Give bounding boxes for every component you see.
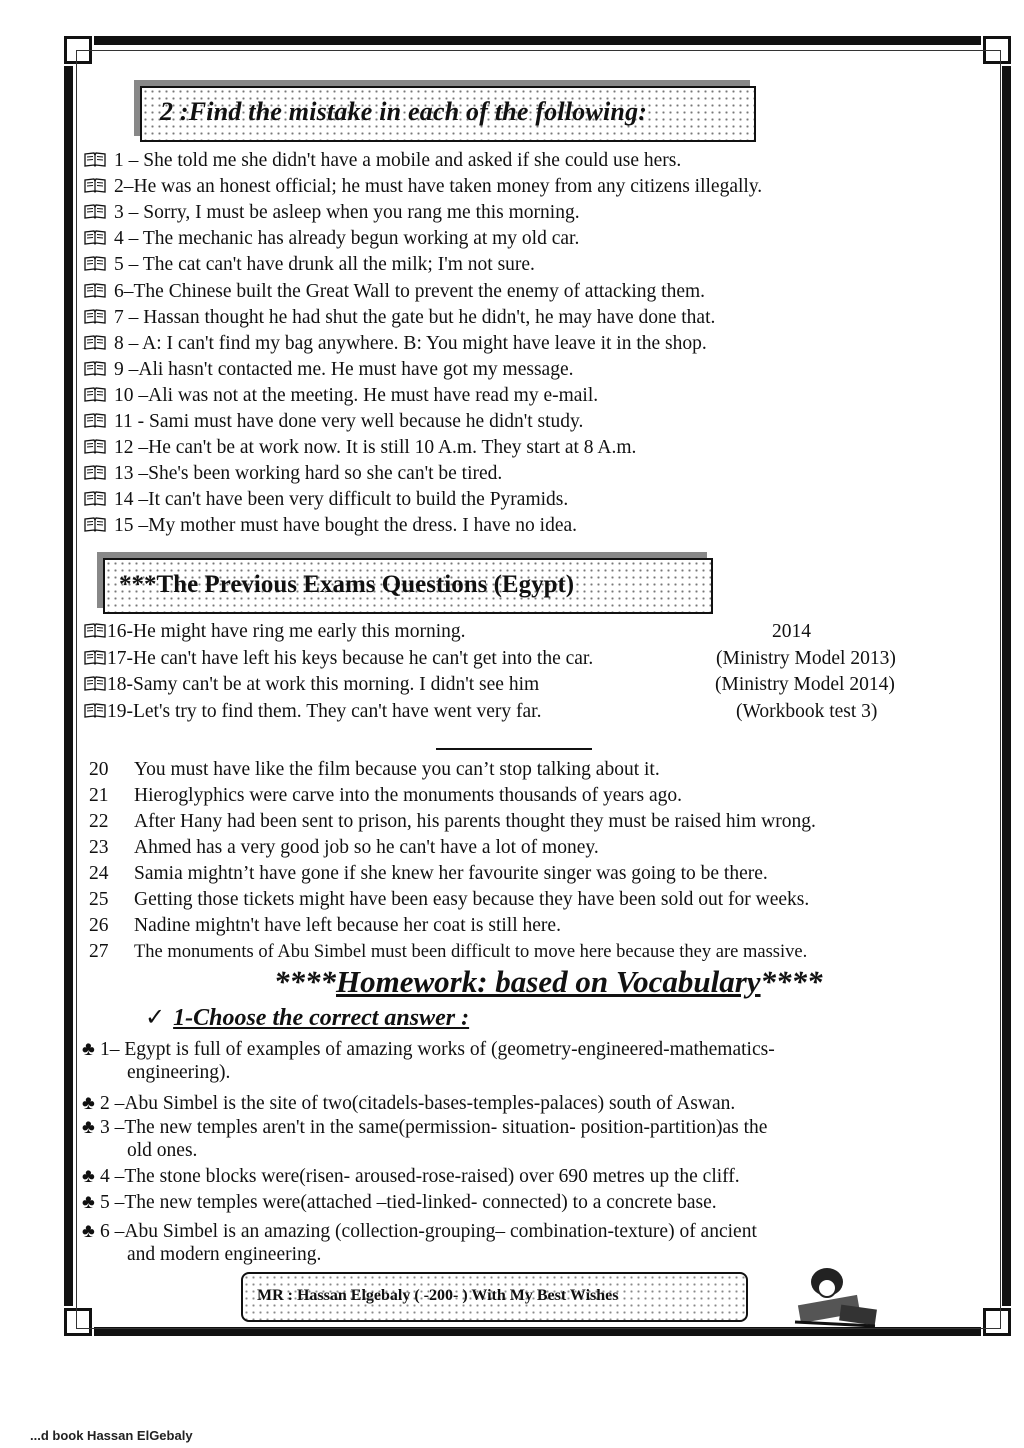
book-icon [84, 491, 106, 506]
homework-title: ****Homework: based on Vocabulary**** [274, 964, 823, 999]
divider-line [436, 748, 592, 750]
list-item [84, 513, 577, 539]
book-icon [84, 204, 106, 219]
list-item-text: Ahmed has a very good job so he can't have a lot of money. [134, 837, 599, 858]
list-item [82, 1038, 922, 1084]
list-item-text: 15 –My mother must have bought the dress. I have no idea. [114, 515, 578, 537]
list-item [82, 1092, 922, 1115]
list-item [84, 461, 502, 487]
section-header-find-mistake [140, 86, 756, 142]
list-item-text: Samia mightn’t have gone if she knew her favourite singer was going to be there. [134, 863, 768, 884]
stray-scan-text: ...d book Hassan ElGebaly [30, 1428, 193, 1443]
list-item [84, 487, 568, 513]
exam-source: (Workbook test 3) [736, 700, 878, 722]
list-item-text: 2 –Abu Simbel is the site of two(citadels-bases-temples-palaces) south of Aswan. [100, 1093, 736, 1114]
list-item [84, 672, 539, 698]
list-item-text: 13 –She's been working hard so she can't be tired. [114, 463, 503, 485]
list-item-text: Getting those tickets might have been easy because they have been sold out for weeks. [134, 889, 810, 910]
frame-top [94, 36, 981, 45]
item-number: 20 [89, 759, 109, 780]
list-item [84, 646, 593, 672]
list-item-text: 18-Samy can't be at work this morning. I didn't see him [107, 674, 540, 695]
list-item-text: and modern engineering. [127, 1244, 322, 1265]
list-item-text: 5 –The new temples were(attached –tied-linked- connected) to a concrete base. [100, 1192, 717, 1213]
list-item-text: 19-Let's try to find them. They can't have went very far. [107, 700, 542, 722]
list-item [84, 174, 762, 200]
list-item [84, 357, 574, 383]
list-item-text: 1 – She told me she didn't have a mobile and asked if she could use hers. [114, 150, 682, 171]
item-number: 26 [89, 915, 109, 936]
list-item-text: 11 - Sami must have done very well because he didn't study. [114, 411, 584, 432]
section-header-text: 2 :Find the mistake in each of the following: [160, 97, 648, 126]
book-icon [84, 703, 106, 718]
exam-source: (Ministry Model 2014) [715, 674, 895, 695]
item-number: 21 [89, 785, 109, 806]
list-item [82, 1165, 922, 1188]
book-icon [84, 283, 106, 298]
item-number: 24 [89, 863, 109, 884]
list-item-text: 8 – A: I can't find my bag anywhere. B: You might have leave it in the shop. [114, 332, 707, 354]
list-item-text: 5 – The cat can't have drunk all the milk; I'm not sure. [114, 254, 535, 276]
frame-left [64, 66, 73, 1306]
list-item [84, 699, 541, 725]
homework-subtitle: ✓ 1-Choose the correct answer : [145, 1005, 470, 1031]
list-item-text: 14 –It can't have been very difficult to build the Pyramids. [114, 489, 569, 511]
list-item-text: 16-He might have ring me early this morning. [107, 621, 466, 642]
book-icon [84, 623, 106, 638]
frame-right [1002, 66, 1011, 1306]
list-item-text: 9 –Ali hasn't contacted me. He must have got my message. [114, 358, 574, 380]
item-number: 22 [89, 811, 109, 832]
list-item [84, 383, 598, 409]
book-icon [84, 309, 106, 324]
list-item [84, 279, 705, 305]
list-item [84, 331, 707, 357]
list-item-text: The monuments of Abu Simbel must been difficult to move here because they are massive. [134, 942, 808, 962]
list-item [84, 226, 579, 252]
list-item-text: After Hany had been sent to prison, his parents thought they must be raised him wrong. [134, 811, 816, 832]
list-item-text: engineering). [127, 1062, 231, 1083]
footer-text: MR : Hassan Elgebaly ( -200- ) With My Best Wishes [257, 1287, 619, 1304]
club-bullet-icon: ♣ [82, 1166, 95, 1187]
book-icon [84, 387, 106, 402]
list-item-text: 6–The Chinese built the Great Wall to prevent the enemy of attacking them. [114, 280, 706, 302]
list-item-text: 2–He was an honest official; he must have taken money from any citizens illegally. [114, 176, 763, 198]
book-icon [84, 230, 106, 245]
item-number: 27 [89, 941, 109, 962]
list-item-text: 7 – Hassan thought he had shut the gate but he didn't, he may have done that. [114, 306, 716, 328]
book-icon [84, 413, 106, 428]
list-item [84, 200, 580, 226]
footer-banner [241, 1272, 748, 1322]
book-icon [84, 178, 106, 193]
list-item-text: Hieroglyphics were carve into the monuments thousands of years ago. [134, 785, 683, 806]
book-icon [84, 650, 106, 665]
section-header-previous-exams [103, 558, 713, 614]
list-item [82, 1116, 922, 1162]
checkmark-icon: ✓ [145, 1005, 166, 1031]
list-item [84, 619, 466, 645]
book-icon [84, 361, 106, 376]
book-icon [84, 676, 106, 691]
list-item-text: 10 –Ali was not at the meeting. He must have read my e-mail. [114, 384, 599, 406]
list-item-text: 4 –The stone blocks were(risen- aroused-rose-raised) over 690 metres up the cliff. [100, 1166, 740, 1187]
list-item [82, 1191, 922, 1214]
item-number: 23 [89, 837, 109, 858]
book-icon [84, 439, 106, 454]
list-item-text: 1– Egypt is full of examples of amazing works of (geometry-engineered-mathematics- [100, 1039, 775, 1060]
club-bullet-icon: ♣ [82, 1221, 95, 1242]
exam-source: 2014 [772, 621, 811, 642]
list-item-text: 6 –Abu Simbel is an amazing (collection-grouping– combination-texture) of ancient [100, 1221, 757, 1242]
club-bullet-icon: ♣ [82, 1039, 95, 1060]
section-header-text: ***The Previous Exams Questions (Egypt) [119, 571, 575, 598]
list-item-text: 17-He can't have left his keys because he can't get into the car. [107, 647, 594, 669]
club-bullet-icon: ♣ [82, 1192, 95, 1213]
list-item-text: Nadine mightn't have left because her coat is still here. [134, 915, 561, 936]
book-icon [84, 152, 106, 167]
club-bullet-icon: ♣ [82, 1093, 95, 1114]
list-item [84, 409, 583, 435]
list-item-text: 3 –The new temples aren't in the same(permission- situation- position-partition)as the [100, 1117, 768, 1138]
list-item [84, 305, 715, 331]
list-item-text: 3 – Sorry, I must be asleep when you rang me this morning. [114, 202, 580, 224]
book-icon [84, 465, 106, 480]
list-item-text: 4 – The mechanic has already begun working at my old car. [114, 228, 580, 250]
item-number: 25 [89, 889, 109, 910]
list-item-text: 12 –He can't be at work now. It is still 10 A.m. They start at 8 A.m. [114, 437, 637, 459]
exam-source: (Ministry Model 2013) [716, 647, 896, 669]
list-item [84, 252, 535, 278]
list-item [84, 148, 681, 174]
book-icon [84, 517, 106, 532]
teacher-cartoon-icon [785, 1262, 885, 1332]
list-item [82, 1220, 922, 1266]
club-bullet-icon: ♣ [82, 1117, 95, 1138]
list-item [84, 435, 636, 461]
list-item-text: old ones. [127, 1140, 198, 1161]
book-icon [84, 335, 106, 350]
book-icon [84, 256, 106, 271]
list-item-text: You must have like the film because you can’t stop talking about it. [134, 759, 660, 780]
